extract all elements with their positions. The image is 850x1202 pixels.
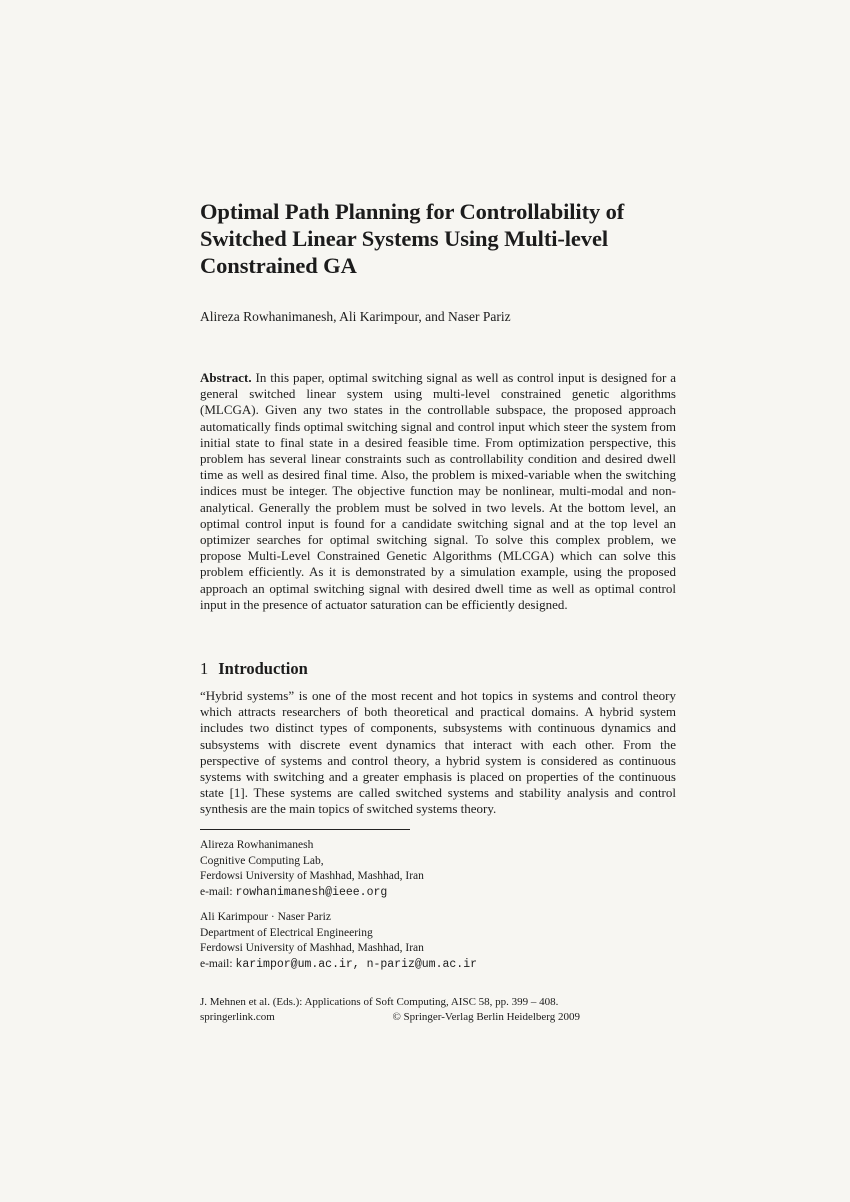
abstract-label: Abstract. xyxy=(200,370,252,385)
section-title: Introduction xyxy=(218,659,308,678)
abstract xyxy=(200,370,676,613)
copyright-notice: © Springer-Verlag Berlin Heidelberg 2009 xyxy=(392,1010,580,1023)
paper-title: Optimal Path Planning for Controllability of Switched Linear Systems Using Multi-level Constrained GA xyxy=(200,199,625,278)
affiliation-email-line xyxy=(200,957,676,973)
affiliation-lab: Cognitive Computing Lab, xyxy=(200,854,324,867)
citation-line: J. Mehnen et al. (Eds.): Applications of Soft Computing, AISC 58, pp. 399 – 408. xyxy=(200,996,559,1008)
section-number: 1 xyxy=(200,659,209,678)
affiliation-name: Alireza Rowhanimanesh xyxy=(200,839,314,851)
email-address: karimpor@um.ac.ir, n-pariz@um.ac.ir xyxy=(235,957,477,971)
affiliation-university: Ferdowsi University of Mashhad, Mashhad, Iran xyxy=(200,870,424,882)
introduction-paragraph: “Hybrid systems” is one of the most recent and hot topics in systems and control theory which attracts researchers of both theoretical and practical domains. A hybrid system includes two distinct types of components, subsystems with continuous dynamics and subsystems with discrete event dynamics that interact with each other. From the perspective of systems and control theory, a hybrid system is considered as continuous systems with switching and a greater emphasis is placed on properties of the continuous state [1]. These systems are called switched systems and stability analysis and control synthesis are the main topics of switched systems theory. xyxy=(200,688,676,817)
affiliation-block-1 xyxy=(200,838,676,900)
affiliation-department: Department of Electrical Engineering xyxy=(200,926,373,939)
publisher-site: springerlink.com xyxy=(200,1010,275,1023)
abstract-text: In this paper, optimal switching signal as well as control input is designed for a general switched linear system using multi-level constrained genetic algorithms (MLCGA). Given any two states in the controllable subspace, the proposed approach automatically finds optimal switching signal and control input which steer the system from initial state to final state in a desired feasible time. From optimization perspective, this problem has several linear constraints such as controllability condition and desired dwell time as well as desired final time. Also, the problem is mixed-variable when the switching indices must be integer. The objective function may be nonlinear, multi-modal and non-analytical. Generally the problem must be solved in two levels. At the bottom level, an optimal control input is found for a candidate switching signal and at the top level an optimizer searches for optimal switching signal. To solve this complex problem, we propose Multi-Level Constrained Genetic Algorithms (MLCGA) which can solve this problem efficiently. As it is demonstrated by a simulation example, using the proposed approach an optimal switching signal with desired dwell time as well as optimal control input in the presence of actuator saturation can be efficiently designed. xyxy=(200,370,677,612)
footnote-divider xyxy=(200,829,410,830)
citation-block xyxy=(200,995,580,1024)
citation-footer-row xyxy=(200,1010,580,1025)
email-label: e-mail: xyxy=(200,957,233,970)
affiliation-names: Ali Karimpour · Naser Pariz xyxy=(200,911,331,923)
author-list: Alireza Rowhanimanesh, Ali Karimpour, and Naser Pariz xyxy=(200,309,511,324)
section-heading-introduction xyxy=(200,659,676,679)
affiliation-email-line xyxy=(200,885,676,901)
email-address: rowhanimanesh@ieee.org xyxy=(235,885,388,899)
affiliation-university: Ferdowsi University of Mashhad, Mashhad, Iran xyxy=(200,942,424,954)
email-label: e-mail: xyxy=(200,885,233,898)
affiliation-block-2 xyxy=(200,910,676,972)
